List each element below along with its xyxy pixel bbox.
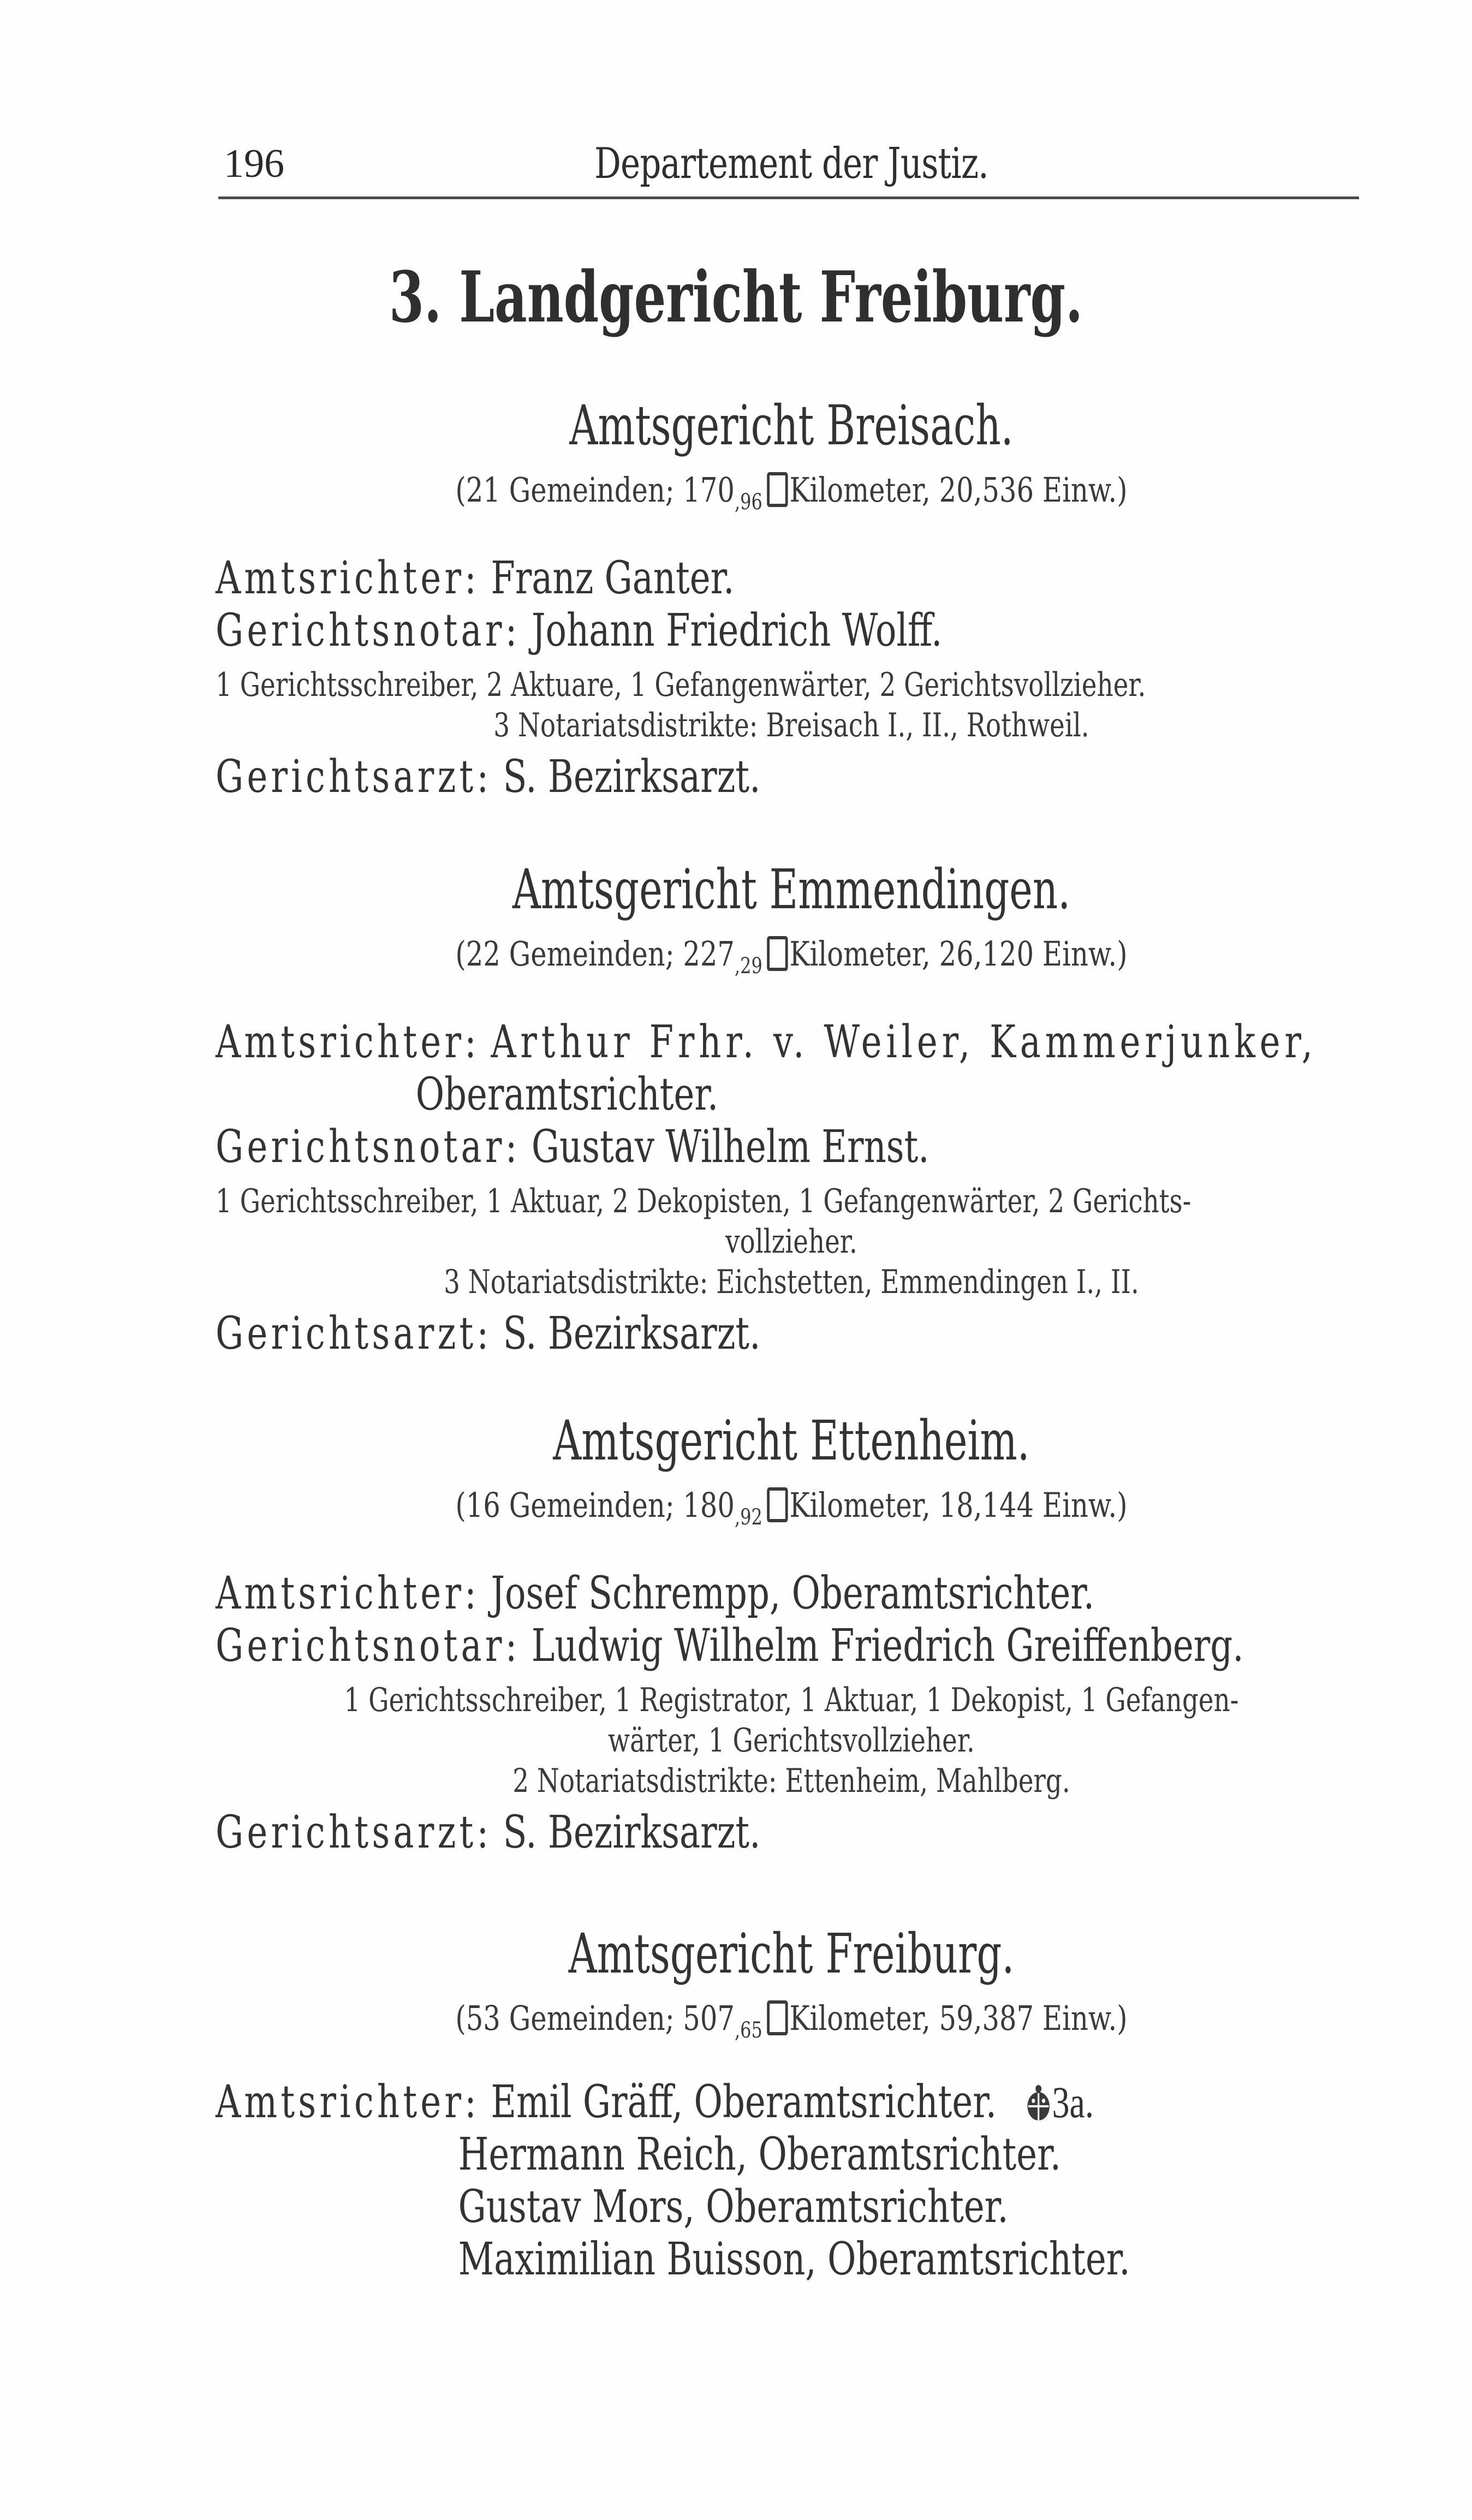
page-number: 196 xyxy=(224,141,284,186)
order-cross-icon xyxy=(1025,2083,1052,2123)
judge-entry: Hermann Reich, Oberamtsrichter. xyxy=(458,2129,1062,2181)
districts-line: 3 Notariatsdistrikte: Eichstetten, Emmendingen I., II. xyxy=(444,1263,1139,1301)
section-stats: (53 Gemeinden; $507_{,65}$ Kilometer, 59,387 Einw.) xyxy=(455,1998,1128,2043)
square-icon xyxy=(767,1487,788,1522)
running-title: Departement der Justiz. xyxy=(594,139,988,188)
section-ettenheim xyxy=(216,1408,1367,1859)
amtsrichter-entry: Amtsrichter: Arthur Frhr. v. Weiler, Kammerjunker, xyxy=(216,1016,1317,1068)
amtsrichter-entry: Amtsrichter: Franz Ganter. xyxy=(216,552,735,604)
section-breisach xyxy=(216,393,1367,803)
square-icon xyxy=(767,936,788,971)
staff-line: 1 Gerichtsschreiber, 2 Aktuare, 1 Gefangenwärter, 2 Gerichtsvollzieher. xyxy=(216,666,1146,704)
amtsrichter-entry: Amtsrichter: Emil Gräff, Oberamtsrichter. 3a. xyxy=(216,2076,1094,2128)
amtsrichter-entry-cont: Oberamtsrichter. xyxy=(415,1069,719,1121)
section-stats: (22 Gemeinden; $227_{,29}$ Kilometer, 26,120 Einw.) xyxy=(455,934,1128,979)
section-stats: (21 Gemeinden; $170_{,96}$ Kilometer, 20,536 Einw.) xyxy=(455,470,1128,515)
notar-entry: Gerichtsnotar: Johann Friedrich Wolff. xyxy=(216,605,943,657)
arzt-entry: Gerichtsarzt: S. Bezirksarzt. xyxy=(216,1308,761,1360)
section-stats: (16 Gemeinden; $180_{,92}$ Kilometer, 18,144 Einw.) xyxy=(455,1485,1128,1530)
section-freiburg xyxy=(216,1921,1367,2286)
judge-entry: Maximilian Buisson, Oberamtsrichter. xyxy=(458,2233,1130,2285)
amtsrichter-entry: Amtsrichter: Josef Schrempp, Oberamtsrichter. xyxy=(216,1568,1095,1619)
staff-line-cont: wärter, 1 Gerichtsvollzieher. xyxy=(608,1721,975,1760)
page-title: 3. Landgericht Freiburg. xyxy=(389,257,1083,338)
header-rule xyxy=(218,196,1359,199)
running-header xyxy=(224,136,1359,196)
section-title: Amtsgericht Freiburg. xyxy=(568,1922,1015,1986)
section-emmendingen xyxy=(216,857,1367,1360)
districts-line: 3 Notariatsdistrikte: Breisach I., II., Rothweil. xyxy=(493,706,1089,744)
section-title: Amtsgericht Breisach. xyxy=(569,394,1014,457)
notar-entry: Gerichtsnotar: Gustav Wilhelm Ernst. xyxy=(216,1121,929,1173)
section-title: Amtsgericht Emmendingen. xyxy=(512,857,1071,921)
square-icon xyxy=(767,472,788,507)
judge-entry: Gustav Mors, Oberamtsrichter. xyxy=(458,2181,1009,2233)
notar-entry: Gerichtsnotar: Ludwig Wilhelm Friedrich Greiffenberg. xyxy=(216,1620,1244,1672)
square-icon xyxy=(767,2000,788,2035)
staff-line: 1 Gerichtsschreiber, 1 Aktuar, 2 Dekopisten, 1 Gefangenwärter, 2 Gerichts- xyxy=(216,1182,1191,1220)
arzt-entry: Gerichtsarzt: S. Bezirksarzt. xyxy=(216,1807,761,1858)
districts-line: 2 Notariatsdistrikte: Ettenheim, Mahlberg. xyxy=(512,1762,1070,1800)
arzt-entry: Gerichtsarzt: S. Bezirksarzt. xyxy=(216,751,761,803)
award-class: 3a. xyxy=(1052,2077,1094,2127)
section-title: Amtsgericht Ettenheim. xyxy=(553,1409,1030,1473)
staff-line-cont: vollzieher. xyxy=(725,1223,857,1261)
staff-line: 1 Gerichtsschreiber, 1 Registrator, 1 Aktuar, 1 Dekopist, 1 Gefangen- xyxy=(344,1681,1239,1719)
